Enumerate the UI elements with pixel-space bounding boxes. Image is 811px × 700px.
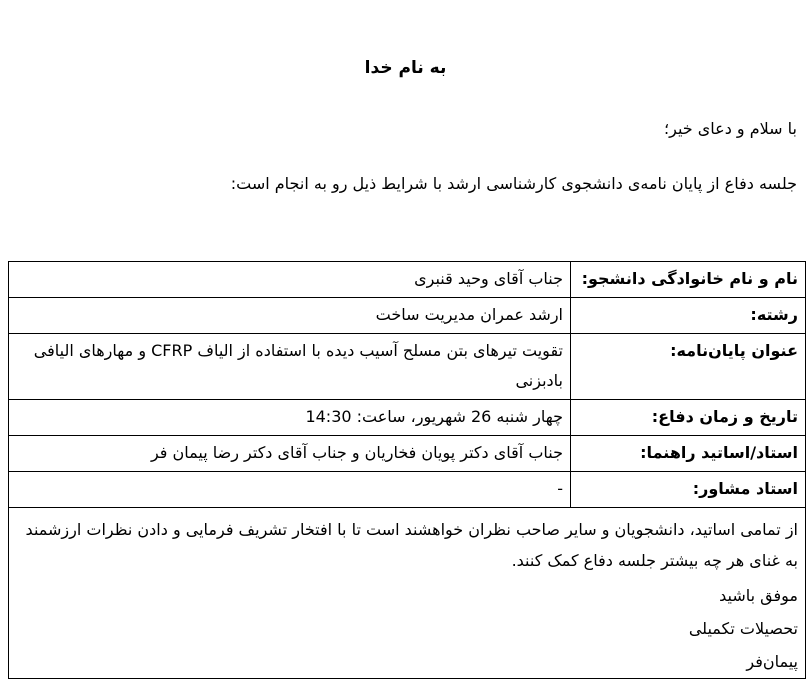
department-text: تحصیلات تکمیلی	[688, 619, 798, 638]
advisor-label: استاد مشاور:	[571, 472, 806, 508]
document-title: به نام خدا	[364, 58, 447, 78]
student-name-value: جناب آقای وحید قنبری	[9, 262, 571, 298]
intro-paragraph: جلسه دفاع از پایان نامه‌ی دانشجوی کارشناسی ارشد با شرایط ذیل رو به انجام است:	[230, 174, 797, 193]
supervisors-label: استاد/اساتید راهنما:	[571, 436, 806, 472]
field-label: رشته:	[571, 298, 806, 334]
student-name-label: نام و نام خانوادگی دانشجو:	[571, 262, 806, 298]
closing-text: موفق باشید	[719, 586, 798, 605]
table-row-student-name	[9, 262, 806, 298]
signature-text: پیمان‌فر	[746, 652, 798, 671]
invitation-cell	[9, 508, 806, 679]
greeting-line: با سلام و دعای خیر؛	[664, 119, 797, 138]
table-row-note	[9, 508, 806, 679]
table-row-field	[9, 298, 806, 334]
thesis-title-label: عنوان پایان‌نامه:	[571, 334, 806, 400]
table-row-defense-date	[9, 400, 806, 436]
advisor-value: -	[9, 472, 571, 508]
field-value: ارشد عمران مدیریت ساخت	[9, 298, 571, 334]
invitation-text: از تمامی اساتید، دانشجویان و سایر صاحب نظران خواهشند است تا با افتخار تشریف فرمایی و دادن نظرات ارزشمند به غنای هر چه بیشتر جلسه دفاع کمک کنند.	[25, 520, 798, 570]
supervisors-value: جناب آقای دکتر پویان فخاریان و جناب آقای دکتر رضا پیمان فر	[9, 436, 571, 472]
table-row-thesis-title	[9, 334, 806, 400]
table-row-advisor	[9, 472, 806, 508]
defense-date-value: چهار شنبه 26 شهریور، ساعت: 14:30	[9, 400, 571, 436]
thesis-title-value: تقویت تیرهای بتن مسلح آسیب دیده با استفاده از الیاف CFRP و مهارهای الیافی بادبزنی	[9, 334, 571, 400]
defense-date-label: تاریخ و زمان دفاع:	[571, 400, 806, 436]
defense-info-table	[8, 261, 806, 679]
table-row-supervisors	[9, 436, 806, 472]
